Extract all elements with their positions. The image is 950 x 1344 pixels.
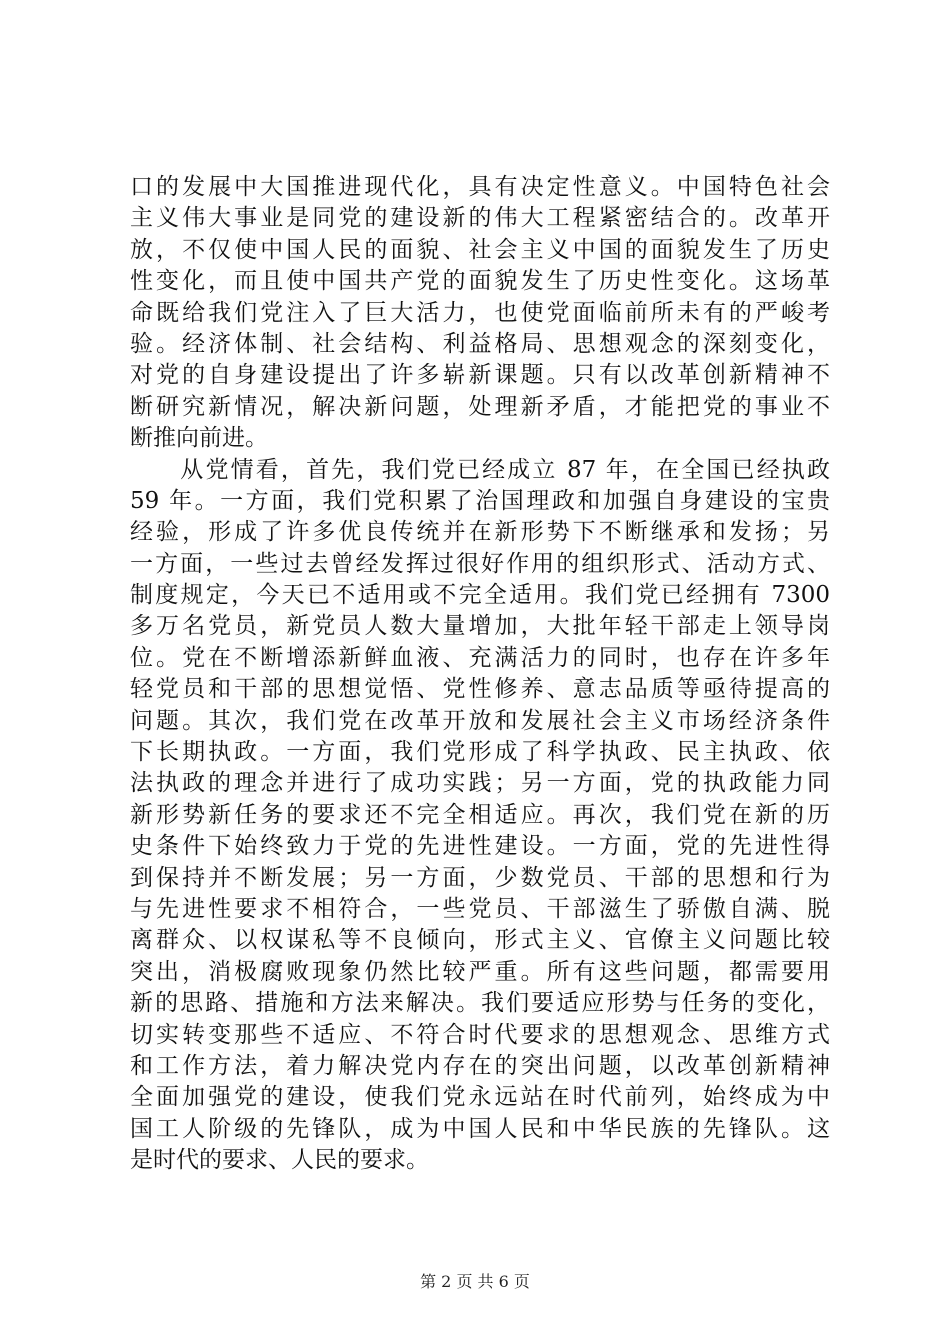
text-line: 法执政的理念并进行了成功实践；另一方面，党的执政能力同: [130, 770, 830, 797]
text-line: 与先进性要求不相符合，一些党员、干部滋生了骄傲自满、脱: [130, 895, 830, 922]
paragraph-1: [130, 172, 830, 455]
text-line: 性变化，而且使中国共产党的面貌发生了历史性变化。这场革: [130, 268, 830, 295]
text-line: 切实转变那些不适应、不符合时代要求的思想观念、思维方式: [130, 1021, 830, 1048]
text-line: 突出，消极腐败现象仍然比较严重。所有这些问题，都需要用: [130, 958, 830, 985]
text-line: 离群众、以权谋私等不良倾向，形式主义、官僚主义问题比较: [130, 927, 830, 954]
text-line: 多万名党员，新党员人数大量增加，大批年轻干部走上领导岗: [130, 613, 830, 640]
text-line: 一方面，一些过去曾经发挥过很好作用的组织形式、活动方式、: [130, 550, 830, 577]
text-line: 命既给我们党注入了巨大活力，也使党面临前所未有的严峻考: [130, 299, 830, 326]
text-line: 制度规定，今天已不适用或不完全适用。我们党已经拥有 7300: [130, 582, 830, 609]
paragraph-2: [130, 455, 830, 1177]
text-line: 国工人阶级的先锋队，成为中国人民和中华民族的先锋队。这: [130, 1115, 830, 1142]
text-line: 是时代的要求、人民的要求。: [130, 1147, 429, 1174]
text-line: 新的思路、措施和方法来解决。我们要适应形势与任务的变化，: [130, 990, 830, 1017]
text-line: 轻党员和干部的思想觉悟、党性修养、意志品质等亟待提高的: [130, 676, 830, 703]
text-line: 断推向前进。: [130, 425, 268, 452]
text-line: 放，不仅使中国人民的面貌、社会主义中国的面貌发生了历史: [130, 236, 830, 263]
text-line: 从党情看，首先，我们党已经成立 87 年，在全国已经执政: [130, 456, 830, 483]
text-line: 史条件下始终致力于党的先进性建设。一方面，党的先进性得: [130, 833, 830, 860]
text-line: 口的发展中大国推进现代化，具有决定性意义。中国特色社会: [130, 174, 830, 200]
text-line: 问题。其次，我们党在改革开放和发展社会主义市场经济条件: [130, 707, 830, 734]
text-line: 59 年。一方面，我们党积累了治国理政和加强自身建设的宝贵: [130, 487, 830, 514]
text-line: 下长期执政。一方面，我们党形成了科学执政、民主执政、依: [130, 739, 830, 766]
text-line: 主义伟大事业是同党的建设新的伟大工程紧密结合的。改革开: [130, 205, 830, 232]
text-line: 到保持并不断发展；另一方面，少数党员、干部的思想和行为: [130, 864, 830, 891]
text-line: 新形势新任务的要求还不完全相适应。再次，我们党在新的历: [130, 801, 830, 828]
text-line: 和工作方法，着力解决党内存在的突出问题，以改革创新精神: [130, 1052, 830, 1079]
body-text: [130, 172, 830, 1177]
text-line: 经验，形成了许多优良传统并在新形势下不断继承和发扬；另: [130, 519, 830, 546]
text-line: 验。经济体制、社会结构、利益格局、思想观念的深刻变化，: [130, 330, 830, 357]
text-line: 全面加强党的建设，使我们党永远站在时代前列，始终成为中: [130, 1084, 830, 1111]
text-line: 断研究新情况，解决新问题，处理新矛盾，才能把党的事业不: [130, 393, 830, 420]
page-number-footer: 第 2 页 共 6 页: [420, 1272, 530, 1291]
text-line: 对党的自身建设提出了许多崭新课题。只有以改革创新精神不: [130, 362, 830, 389]
text-line: 位。党在不断增添新鲜血液、充满活力的同时，也存在许多年: [130, 644, 830, 671]
